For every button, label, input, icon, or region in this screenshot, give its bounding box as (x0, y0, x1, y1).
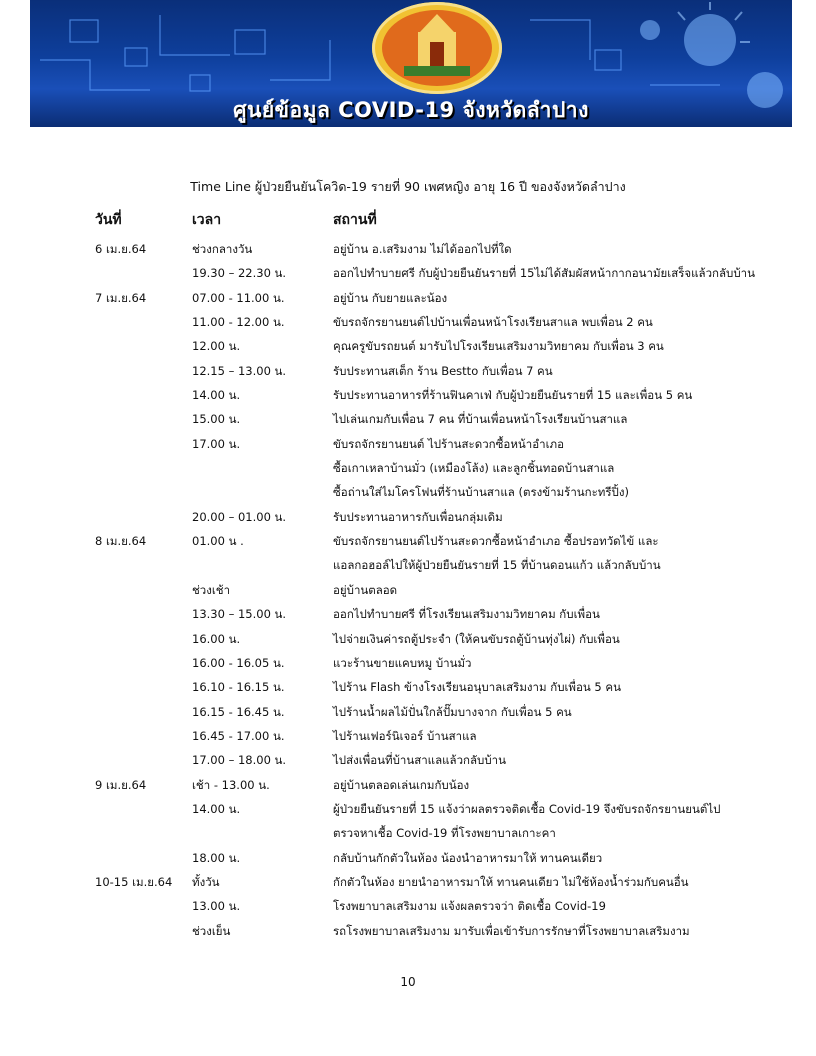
table-row (0, 798, 816, 822)
header-time: เวลา (192, 212, 222, 228)
row-place: ออกไปทำบายศรี กับผู้ป่วยยืนยันรายที่ 15ไม่ได้สัมผัสหน้ากากอนามัยเสร็จแล้วกลับบ้าน (333, 266, 755, 281)
row-time: 07.00 - 11.00 น. (192, 290, 285, 305)
row-time: 16.45 - 17.00 น. (192, 728, 285, 743)
row-place: ออกไปทำบายศรี ที่โรงเรียนเสริมงามวิทยาคม กับเพื่อน (333, 607, 600, 622)
row-time: 15.00 น. (192, 412, 241, 427)
row-time: 20.00 – 01.00 น. (192, 509, 287, 524)
row-place: ไปร้านน้ำผลไม้ปั่นใกล้ปั๊มบางจาก กับเพื่อน 5 คน (333, 704, 572, 719)
table-row (0, 920, 816, 944)
row-time: 12.15 – 13.00 น. (192, 363, 287, 378)
row-date: 10-15 เม.ย.64 (95, 874, 173, 889)
header-banner (30, 0, 792, 127)
row-place: กลับบ้านกักตัวในห้อง น้องนำอาหารมาให้ ทานคนเดียว (333, 850, 603, 865)
header-place: สถานที่ (333, 212, 377, 228)
table-row (0, 311, 816, 335)
row-place: ไปร้านเฟอร์นิเจอร์ บ้านสาแล (333, 728, 477, 743)
table-row (0, 895, 816, 919)
row-time: 13.00 น. (192, 899, 241, 914)
timeline-table (0, 238, 816, 944)
row-time: 16.00 น. (192, 631, 241, 646)
row-time: ช่วงเย็น (192, 923, 231, 938)
page-number: 10 (400, 975, 416, 989)
row-place: อยู่บ้าน อ.เสริมงาม ไม่ได้ออกไปที่ใด (333, 242, 512, 256)
table-row (0, 384, 816, 408)
row-place: อยู่บ้านตลอด (333, 582, 398, 597)
table-row (0, 433, 816, 457)
row-place: อยู่บ้านตลอดเล่นเกมกับน้อง (333, 777, 470, 792)
table-row (0, 847, 816, 871)
table-row (0, 408, 816, 432)
header-date: วันที่ (95, 212, 122, 228)
row-place: ไปร้าน Flash ข้างโรงเรียนอนุบาลเสริมงาม กับเพื่อน 5 คน (333, 680, 621, 695)
row-place: คุณครูขับรถยนต์ มารับไปโรงเรียนเสริมงามวิทยาคม กับเพื่อน 3 คน (333, 339, 664, 354)
table-row (0, 579, 816, 603)
provincial-seal-logo (372, 2, 502, 94)
banner-title: ศูนย์ข้อมูล COVID-19 จังหวัดลำปาง (233, 98, 589, 122)
row-time: 12.00 น. (192, 339, 241, 354)
table-row (0, 481, 816, 505)
row-place: ผู้ป่วยยืนยันรายที่ 15 แจ้งว่าผลตรวจติดเชื้อ Covid-19 จึงขับรถจักรยานยนต์ไป (333, 801, 721, 816)
temple-gate-icon (404, 14, 470, 76)
row-time: 14.00 น. (192, 388, 241, 403)
table-row (0, 530, 816, 554)
row-place: แอลกอฮอล์ไปให้ผู้ป่วยยืนยันรายที่ 15 ที่บ้านดอนแก้ว แล้วกลับบ้าน (333, 558, 661, 573)
row-date: 8 เม.ย.64 (95, 534, 147, 549)
table-row (0, 238, 816, 262)
row-place: รับประทานอาหารกับเพื่อนกลุ่มเดิม (333, 509, 503, 524)
row-place: ขับรถจักรยานยนต์ ไปร้านสะดวกซื้อหน้าอำเภอ (333, 436, 565, 451)
row-place: ขับรถจักรยานยนต์ไปบ้านเพื่อนหน้าโรงเรียนสาแล พบเพื่อน 2 คน (333, 315, 653, 330)
row-time: 01.00 น . (192, 534, 244, 549)
table-row (0, 457, 816, 481)
row-place: ตรวจหาเชื้อ Covid-19 ที่โรงพยาบาลเกาะคา (333, 826, 556, 841)
row-place: ซื้อถ่านใส่ไมโครโฟนที่ร้านบ้านสาแล (ตรงข้ามร้านกะทรีปิ้ง) (333, 485, 629, 500)
table-row (0, 749, 816, 773)
table-row (0, 287, 816, 311)
table-row (0, 822, 816, 846)
row-place: แวะร้านขายแคบหมู บ้านมั่ว (333, 655, 472, 670)
row-place: รถโรงพยาบาลเสริมงาม มารับเพื่อเข้ารับการรักษาที่โรงพยาบาลเสริมงาม (333, 923, 690, 938)
row-time: 16.10 - 16.15 น. (192, 680, 285, 695)
row-place: ไปจ่ายเงินค่ารถตู้ประจำ (ให้คนขับรถตู้บ้านทุ่งไผ่) กับเพื่อน (333, 631, 620, 646)
row-place: รับประทานอาหารที่ร้านฟินคาเฟ่ กับผู้ป่วยยืนยันรายที่ 15 และเพื่อน 5 คน (333, 388, 693, 403)
row-time: 14.00 น. (192, 801, 241, 816)
row-date: 6 เม.ย.64 (95, 242, 147, 256)
row-place: กักตัวในห้อง ยายนำอาหารมาให้ ทานคนเดียว ไม่ใช้ห้องน้ำร่วมกับคนอื่น (333, 874, 689, 889)
row-place: ซื้อเกาเหลาบ้านมั่ว (เหมืองโล้ง) และลูกชิ้นทอดบ้านสาแล (333, 461, 615, 476)
row-time: เช้า - 13.00 น. (192, 777, 270, 792)
row-time: ช่วงเช้า (192, 582, 231, 597)
table-row (0, 262, 816, 286)
row-time: 16.15 - 16.45 น. (192, 704, 285, 719)
table-row (0, 725, 816, 749)
table-row (0, 652, 816, 676)
row-time: 18.00 น. (192, 850, 241, 865)
row-place: ไปเล่นเกมกับเพื่อน 7 คน ที่บ้านเพื่อนหน้าโรงเรียนบ้านสาแล (333, 412, 628, 427)
row-time: 16.00 - 16.05 น. (192, 655, 285, 670)
row-time: 17.00 – 18.00 น. (192, 753, 287, 768)
table-row (0, 360, 816, 384)
table-row (0, 554, 816, 578)
table-row (0, 676, 816, 700)
row-time: 17.00 น. (192, 436, 241, 451)
document-title: Time Line ผู้ป่วยยืนยันโควิด-19 รายที่ 90 เพศหญิง อายุ 16 ปี ของจังหวัดลำปาง (190, 179, 626, 194)
table-row (0, 628, 816, 652)
row-time: ช่วงกลางวัน (192, 242, 253, 256)
table-row (0, 506, 816, 530)
row-place: อยู่บ้าน กับยายและน้อง (333, 290, 448, 305)
row-place: ไปส่งเพื่อนที่บ้านสาแลแล้วกลับบ้าน (333, 753, 506, 768)
row-time: 19.30 – 22.30 น. (192, 266, 287, 281)
row-place: โรงพยาบาลเสริมงาม แจ้งผลตรวจว่า ติดเชื้อ Covid-19 (333, 899, 606, 914)
row-date: 9 เม.ย.64 (95, 777, 147, 792)
table-row (0, 774, 816, 798)
row-place: รับประทานสเต็ก ร้าน Bestto กับเพื่อน 7 คน (333, 363, 553, 378)
table-row (0, 701, 816, 725)
row-place: ขับรถจักรยานยนต์ไปร้านสะดวกซื้อหน้าอำเภอ ซื้อปรอทวัดไข้ และ (333, 534, 659, 549)
table-header (0, 209, 816, 233)
table-row (0, 871, 816, 895)
table-row (0, 335, 816, 359)
row-time: 13.30 – 15.00 น. (192, 607, 287, 622)
table-row (0, 603, 816, 627)
row-time: ทั้งวัน (192, 874, 220, 889)
row-time: 11.00 - 12.00 น. (192, 315, 285, 330)
row-date: 7 เม.ย.64 (95, 290, 147, 305)
